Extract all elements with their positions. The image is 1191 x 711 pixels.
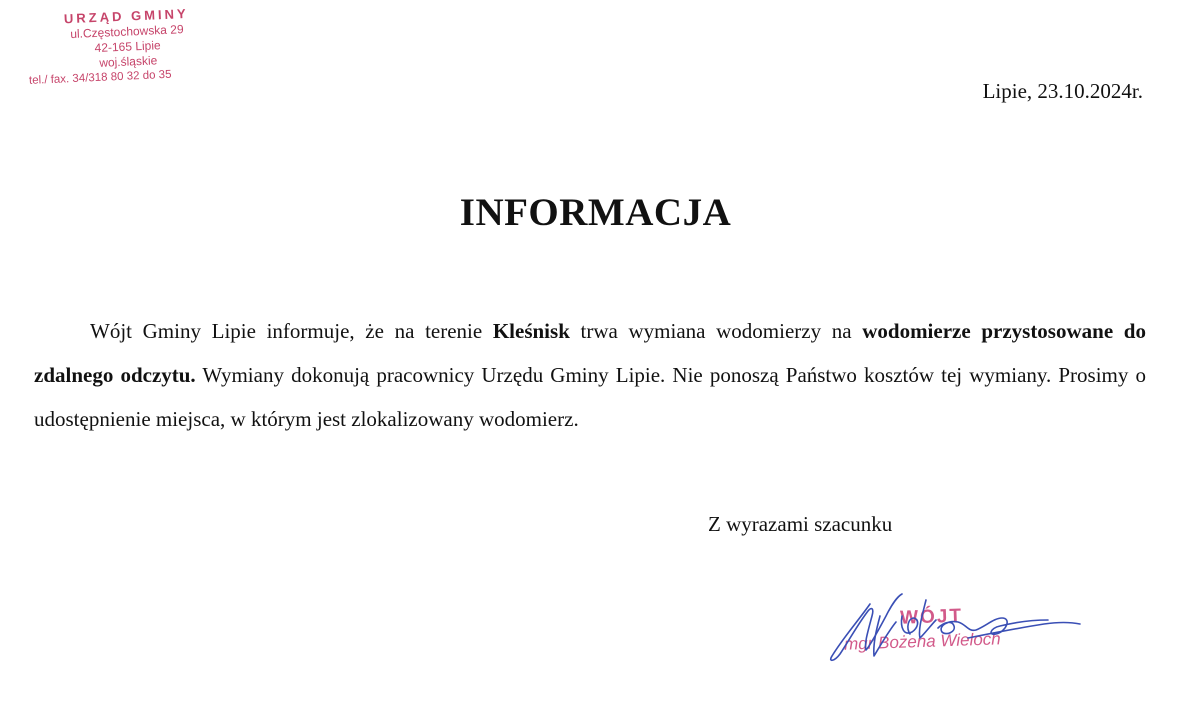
handwritten-signature [818,576,1088,686]
body-bold-location: Kleśnisk [492,319,570,343]
document-heading: INFORMACJA [459,191,732,234]
document-date: Lipie, 23.10.2024r. [982,79,1143,103]
closing-phrase: Z wyrazami szacunku [708,512,893,536]
body-text-part-2: trwa wymiana wodomierzy na [569,319,863,343]
signature-stamp-title: WÓJT [899,605,964,629]
office-stamp [26,3,229,89]
body-bold-meter-type: wodomierze przystosowane do zdalnego odczytu. [34,319,1146,387]
stamp-phone: tel./ fax. 34/318 80 32 do 35 [28,68,172,87]
body-text-part-1: Wójt Gminy Lipie informuje, że na terenie [90,319,493,343]
stamp-postal: 42-165 Lipie [94,38,161,56]
stamp-title: URZĄD GMINY [63,5,189,27]
stamp-region: woj.śląskie [98,53,158,70]
stamp-street: ul.Częstochowska 29 [69,22,184,42]
body-text-part-3: Wymiany dokonują pracownicy Urzędu Gminy Lipie. Nie ponoszą Państwo kosztów tej wymiany. Prosimy o udostępnienie miejsca, w którym jest zlokalizowany wodomierz. [34,363,1147,431]
signature-stamp-name: mgr Bożena Wieloch [843,629,1002,654]
body-paragraph [34,309,1146,441]
